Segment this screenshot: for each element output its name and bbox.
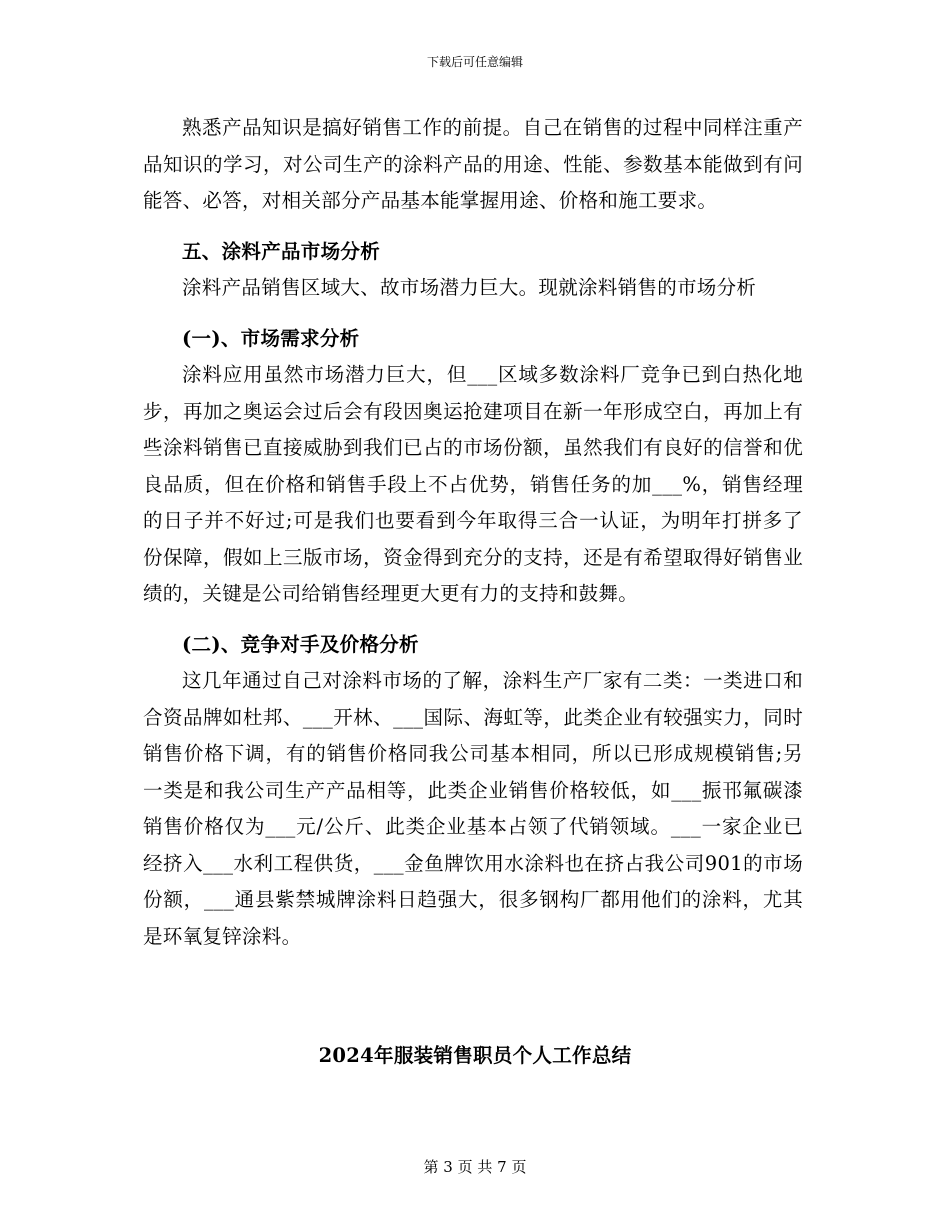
section-heading-market-analysis: 五、涂料产品市场分析	[182, 239, 381, 263]
document-body	[143, 110, 803, 955]
next-document-title: 2024年服装销售职员个人工作总结	[318, 1044, 632, 1067]
paragraph-market-intro: 涂料产品销售区域大、故市场潜力巨大。现就涂料销售的市场分析	[182, 276, 757, 299]
spacer	[143, 613, 803, 627]
subheading-demand-analysis: (一)、市场需求分析	[182, 326, 360, 350]
spacer	[143, 307, 803, 321]
page-header: 下载后可任意编辑	[426, 55, 523, 69]
paragraph-demand-analysis: 涂料应用虽然市场潜力巨大，但___区域多数涂料厂竞争已到白热化地步，再加之奥运会过后会有段因奥运抢建项目在新一年形成空白，再加上有些涂料销售已直接威胁到我们已占的市场份额，虽然我们有良好的信誉和优良品质，但在价格和销售手段上不占优势，销售任务的加___%，销售经理的日子并不好过;可是我们也要看到今年取得三合一认证，为明年打拼多了份保障，假如上三版市场，资金得到充分的支持，还是有希望取得好销售业绩的，关键是公司给销售经理更大更有力的支持和鼓舞。	[143, 363, 803, 605]
paragraph-product-knowledge: 熟悉产品知识是搞好销售工作的前提。自己在销售的过程中同样注重产品知识的学习，对公司生产的涂料产品的用途、性能、参数基本能做到有问能答、必答，对相关部分产品基本能掌握用途、价格和施工要求。	[143, 116, 803, 212]
spacer	[143, 220, 803, 234]
paragraph-competitor-analysis: 这几年通过自己对涂料市场的了解，涂料生产厂家有二类：一类进口和合资品牌如杜邦、___开林、___国际、海虹等，此类企业有较强实力，同时销售价格下调，有的销售价格同我公司基本相同，所以已形成规模销售;另一类是和我公司生产产品相等，此类企业销售价格较低，如___振邗氟碳漆销售价格仅为___元/公斤、此类企业基本占领了代销领域。___一家企业已经挤入___水利工程供货，___金鱼牌饮用水涂料也在挤占我公司901的市场份额，___通县紫禁城牌涂料日趋强大，很多钢构厂都用他们的涂料，尤其是环氧复锌涂料。	[143, 669, 803, 948]
page-footer: 第 3 页 共 7 页	[423, 1158, 527, 1176]
subheading-competitor-analysis: (二)、竞争对手及价格分析	[182, 632, 419, 656]
